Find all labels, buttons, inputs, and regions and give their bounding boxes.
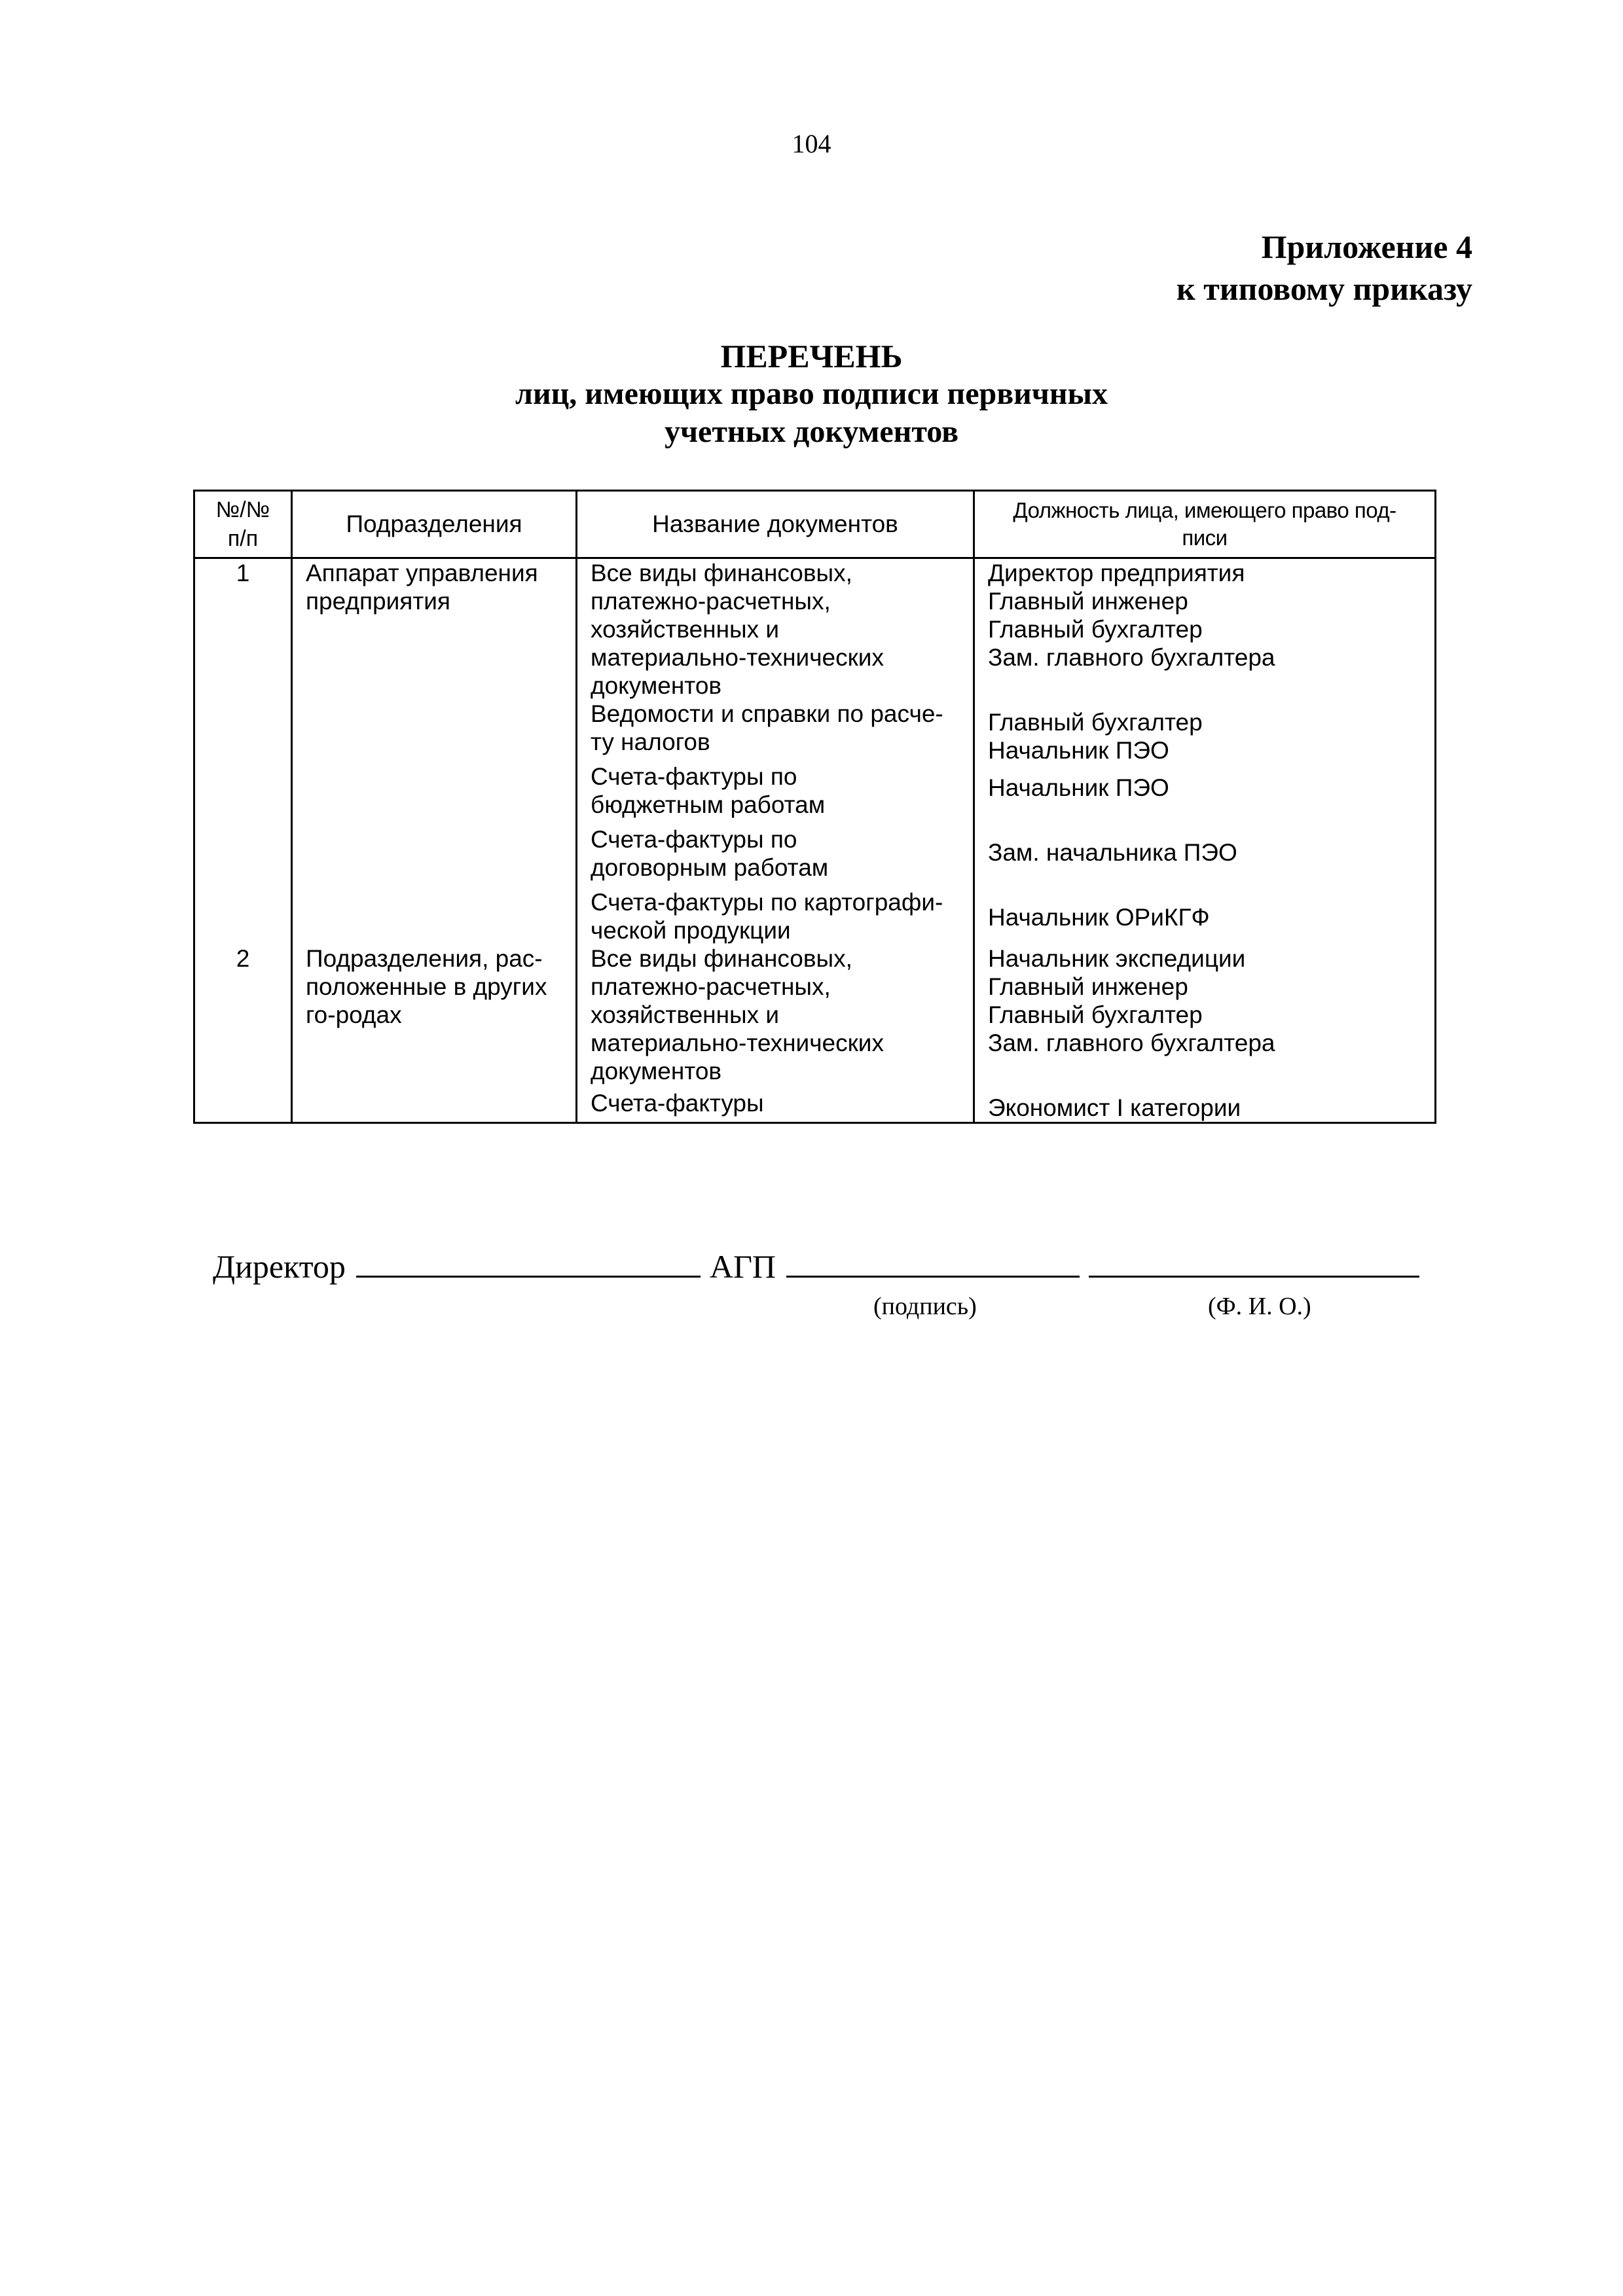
text-line: ту налогов (591, 728, 710, 755)
header-number (194, 491, 292, 558)
text-line: Ведомости и справки по расче- (591, 700, 943, 727)
table-row (194, 944, 1436, 1123)
signers-table (193, 490, 1436, 1124)
text-line: Экономист I категории (988, 1094, 1241, 1121)
document-entry (591, 825, 965, 882)
appendix-line-2: к типовому приказу (1176, 270, 1472, 307)
appendix-line-1: Приложение 4 (1261, 228, 1472, 265)
text-line: Подразделения, рас- (306, 945, 543, 972)
text-line: Начальник экспедиции (988, 945, 1246, 972)
text-line: ческой продукции (591, 917, 791, 944)
document-title: ПЕРЕЧЕНЬ (720, 338, 903, 374)
fio-caption: (Ф. И. О.) (1208, 1293, 1311, 1320)
position-entry (988, 559, 1427, 672)
text-line: Счета-фактуры по (591, 826, 797, 853)
text-line: Все виды финансовых, (591, 560, 852, 586)
text-line: Все виды финансовых, (591, 945, 852, 972)
position-entry (988, 1094, 1427, 1122)
page-number: 104 (792, 129, 831, 158)
text-line: Главный бухгалтер (988, 1001, 1203, 1028)
text-line: бюджетным работам (591, 791, 826, 818)
text-line: Главный бухгалтер (988, 709, 1203, 736)
signature-blank (786, 1247, 1080, 1278)
document-entry (591, 1089, 965, 1117)
header-number-line-1: №/№ (215, 497, 270, 522)
text-line: го-родах (306, 1001, 402, 1028)
text-line: Зам. начальника ПЭО (988, 839, 1237, 866)
document-title-block (0, 337, 1623, 451)
row-number: 1 (194, 558, 292, 945)
text-line: материально-технических (591, 644, 884, 671)
text-line: Счета-фактуры по (591, 763, 797, 790)
text-line: положенные в других (306, 973, 547, 1000)
row-positions (974, 944, 1436, 1123)
text-line: Главный бухгалтер (988, 616, 1203, 643)
row-documents (577, 944, 974, 1123)
row-documents (577, 558, 974, 945)
text-line: Начальник ОРиКГФ (988, 904, 1210, 931)
director-name-blank (356, 1247, 701, 1278)
text-line: Главный инженер (988, 973, 1188, 1000)
position-entry (988, 774, 1427, 802)
text-line: Счета-фактуры по картографи- (591, 889, 943, 916)
document-subtitle-line-2: учетных документов (664, 414, 959, 449)
text-line: Счета-фактуры (591, 1090, 764, 1117)
table-header-row (194, 491, 1436, 558)
text-line: материально-технических (591, 1030, 884, 1056)
row-number: 2 (194, 944, 292, 1123)
document-entry (591, 559, 965, 700)
table-row (194, 558, 1436, 945)
row-positions (974, 558, 1436, 945)
text-line: платежно-расчетных, (591, 588, 831, 615)
text-line: документов (591, 672, 722, 699)
text-line: Аппарат управления (306, 560, 538, 586)
text-line: документов (591, 1058, 722, 1085)
position-entry (988, 838, 1427, 867)
row-department (292, 558, 577, 945)
header-department: Подразделения (292, 491, 577, 558)
position-entry (988, 708, 1427, 764)
text-line: договорным работам (591, 854, 829, 881)
header-documents: Название документов (577, 491, 974, 558)
row-department (292, 944, 577, 1123)
text-line: Директор предприятия (988, 560, 1245, 586)
header-position-line-1: Должность лица, имеющего право под- (1013, 498, 1396, 522)
text-line: предприятия (306, 588, 450, 615)
text-line: Начальник ПЭО (988, 774, 1169, 801)
director-signature-line (213, 1247, 1419, 1285)
position-entry (988, 903, 1427, 931)
text-line: хозяйственных и (591, 616, 780, 643)
document-entry (591, 888, 965, 944)
header-position (974, 491, 1436, 558)
text-line: Начальник ПЭО (988, 737, 1169, 764)
document-entry (591, 700, 965, 756)
document-subtitle-line-1: лиц, имеющих право подписи первичных (515, 376, 1108, 411)
text-line: Зам. главного бухгалтера (988, 644, 1275, 671)
text-line: Главный инженер (988, 588, 1188, 615)
document-entry (591, 944, 965, 1085)
header-number-line-2: п/п (227, 526, 259, 551)
position-entry (988, 944, 1427, 1057)
org-label: АГП (709, 1248, 776, 1285)
text-line: хозяйственных и (591, 1001, 780, 1028)
text-line: платежно-расчетных, (591, 973, 831, 1000)
signature-caption: (подпись) (873, 1293, 977, 1320)
text-line: Зам. главного бухгалтера (988, 1030, 1275, 1056)
appendix-note (1176, 226, 1472, 310)
director-label: Директор (213, 1248, 346, 1285)
fio-blank (1089, 1247, 1419, 1278)
header-position-line-2: писи (1182, 526, 1228, 550)
document-entry (591, 762, 965, 819)
